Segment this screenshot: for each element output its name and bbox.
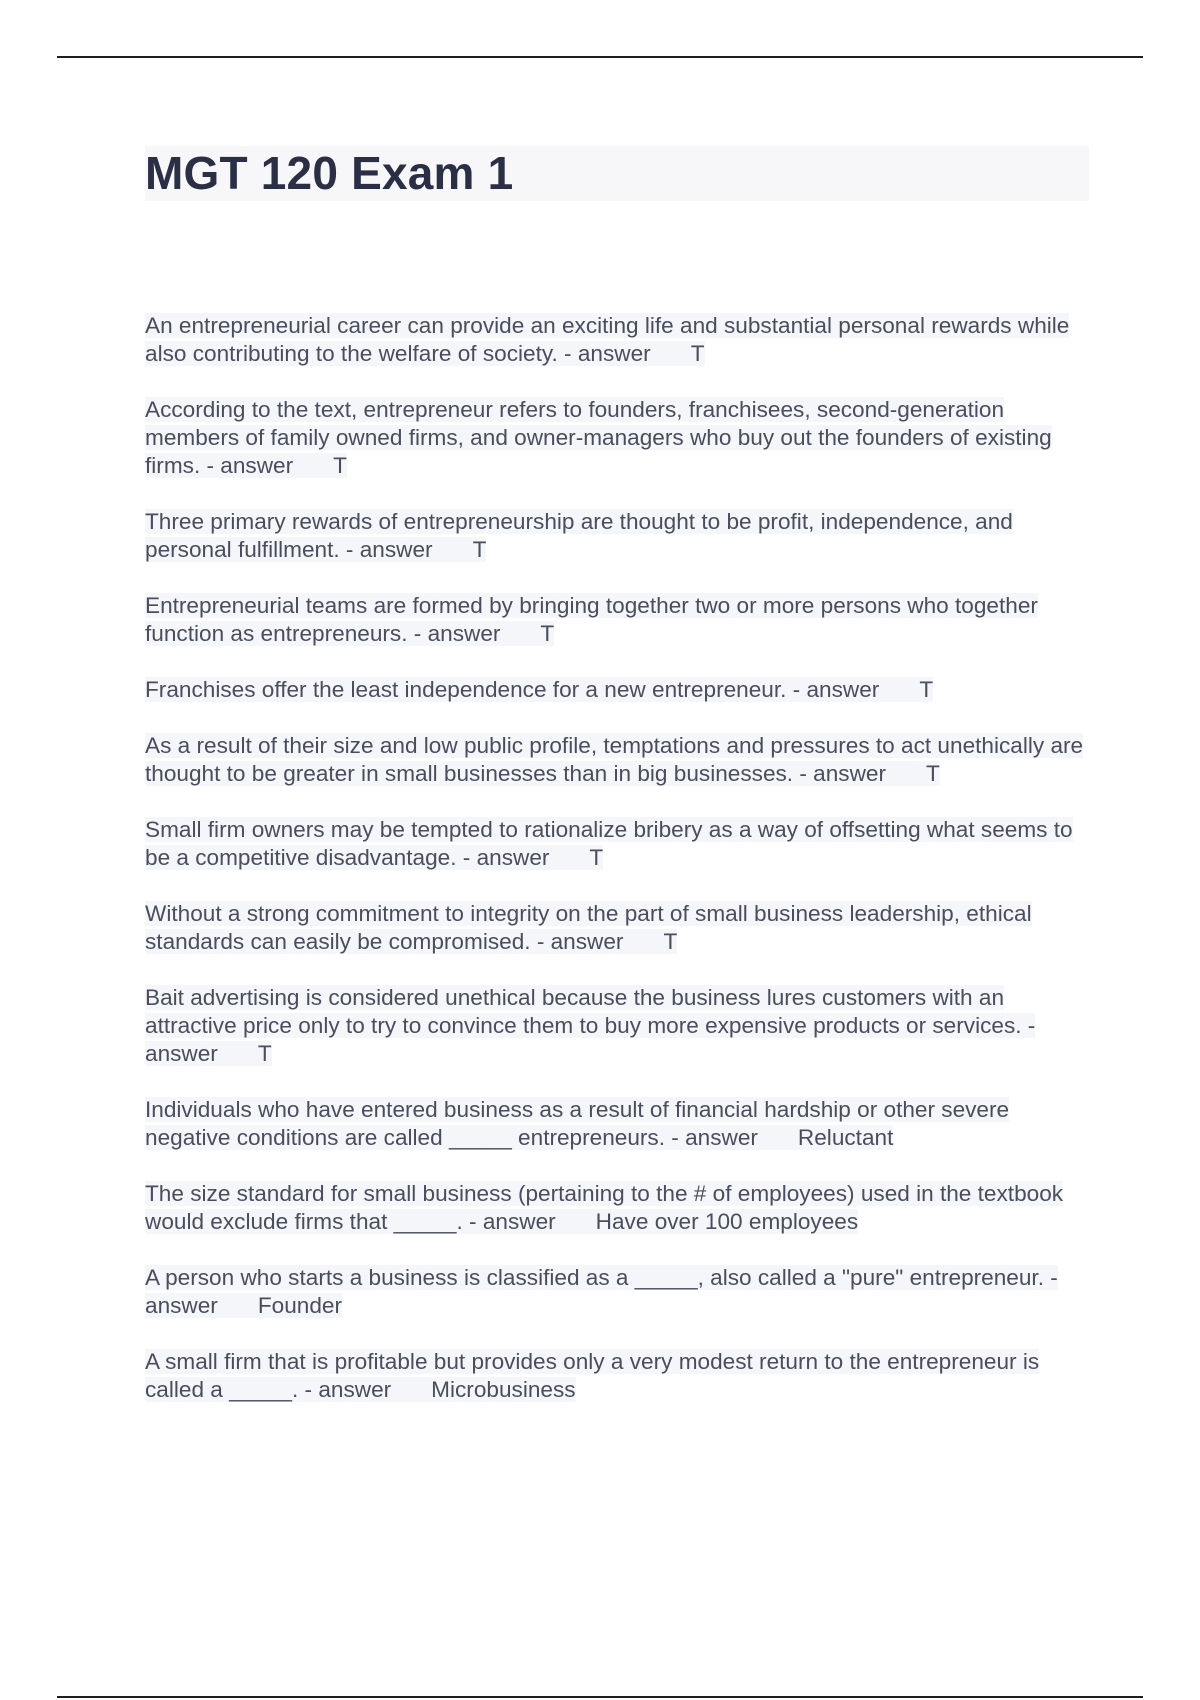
answer-text: T (926, 761, 940, 786)
qa-item (145, 1180, 1089, 1236)
answer-text: Reluctant (797, 1125, 894, 1150)
answer-text: Founder (257, 1293, 342, 1318)
answer-text: T (540, 621, 555, 646)
question-text: Bait advertising is considered unethical because the business lures customers with an attractive price only to try to convince them to buy more expensive products or services. - answer (145, 985, 1036, 1066)
qa-item (145, 984, 1089, 1068)
qa-item (145, 732, 1089, 788)
answer-text: T (472, 537, 487, 562)
answer-text: T (919, 677, 934, 702)
qa-item (145, 676, 1089, 704)
qa-item (145, 1348, 1089, 1404)
answer-text: T (663, 929, 678, 954)
question-text: A person who starts a business is classified as a _____, also called a "pure" entrepreneur. - answer (145, 1265, 1058, 1318)
qa-item (145, 592, 1089, 648)
question-text: Without a strong commitment to integrity on the part of small business leadership, ethical standards can easily be compromised. - answer (145, 901, 1032, 954)
question-text: Individuals who have entered business as a result of financial hardship or other severe negative conditions are called _____ entrepreneurs. - answer (145, 1097, 1010, 1150)
qa-item (145, 816, 1089, 872)
question-text: A small firm that is profitable but provides only a very modest return to the entrepreneur is called a _____. - answer (145, 1349, 1040, 1402)
question-text: Entrepreneurial teams are formed by bringing together two or more persons who together function as entrepreneurs. - answer (145, 593, 1038, 646)
qa-item (145, 900, 1089, 956)
answer-text: T (333, 453, 347, 478)
qa-item (145, 312, 1089, 368)
answer-text: T (690, 341, 705, 366)
question-text: According to the text, entrepreneur refers to founders, franchisees, second-generation members of family owned firms, and owner-managers who buy out the founders of existing firms. - answer (145, 397, 1052, 478)
page-title: MGT 120 Exam 1 (145, 146, 1089, 201)
answer-text: Microbusiness (431, 1377, 576, 1402)
question-text: Three primary rewards of entrepreneurship are thought to be profit, independence, and personal fulfillment. - answer (145, 509, 1013, 562)
qa-item (145, 1096, 1089, 1152)
question-text: Franchises offer the least independence for a new entrepreneur. - answer (145, 677, 880, 702)
qa-item (145, 396, 1089, 480)
question-text: The size standard for small business (pertaining to the # of employees) used in the textbook would exclude firms that _____. - answer (145, 1181, 1064, 1234)
qa-list (145, 312, 1089, 1432)
question-text: Small firm owners may be tempted to rationalize bribery as a way of offsetting what seems to be a competitive disadvantage. - answer (145, 817, 1073, 870)
question-text: An entrepreneurial career can provide an exciting life and substantial personal rewards while also contributing to the welfare of society. - answer (145, 313, 1070, 366)
answer-text: T (589, 845, 604, 870)
qa-item (145, 1264, 1089, 1320)
question-text: As a result of their size and low public profile, temptations and pressures to act unethically are thought to be greater in small businesses than in big businesses. - answer (145, 733, 1084, 786)
answer-text: Have over 100 employees (595, 1209, 859, 1234)
qa-item (145, 508, 1089, 564)
answer-text: T (257, 1041, 272, 1066)
bottom-rule (57, 1696, 1143, 1698)
top-rule (57, 56, 1143, 58)
